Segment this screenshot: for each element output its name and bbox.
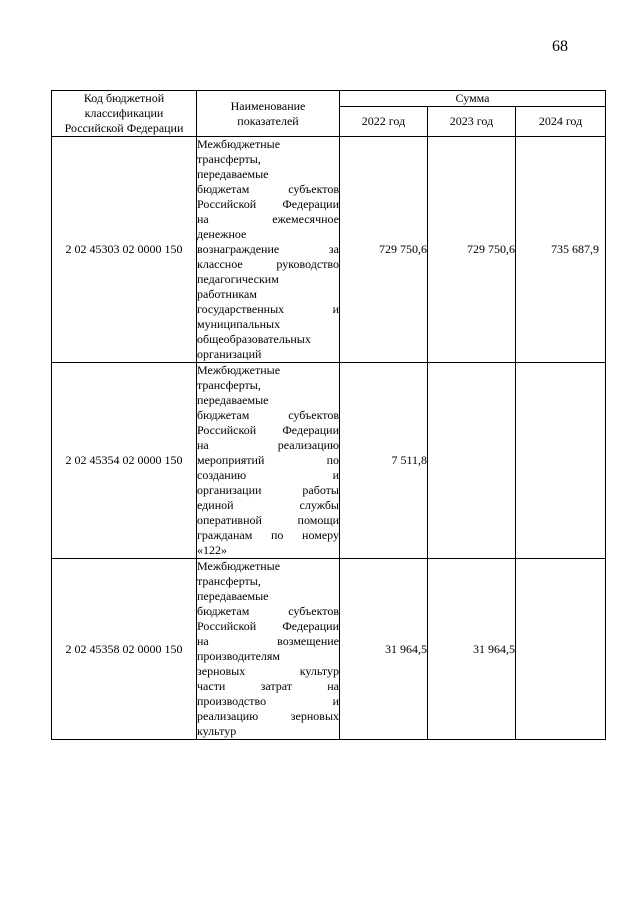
indicator-name-line: созданию и bbox=[197, 468, 339, 482]
indicator-name-cell bbox=[197, 137, 340, 363]
amount-2023-cell: 729 750,6 bbox=[428, 137, 516, 363]
indicator-name-line: передаваемые bbox=[197, 589, 269, 603]
indicator-name-line: бюджетам субъектов bbox=[197, 408, 339, 422]
header-code-line: Код бюджетной bbox=[83, 91, 165, 105]
amount-2022-cell: 31 964,5 bbox=[340, 559, 428, 740]
indicator-name-line: Межбюджетные bbox=[197, 559, 281, 573]
header-name bbox=[197, 91, 340, 137]
indicator-name-line: педагогическим bbox=[197, 272, 279, 286]
header-name-line: показателей bbox=[237, 113, 299, 128]
indicator-name-line: трансферты, bbox=[197, 152, 261, 166]
amount-2022-cell: 729 750,6 bbox=[340, 137, 428, 363]
page-number: 68 bbox=[552, 38, 568, 55]
indicator-name-line: «122» bbox=[197, 543, 227, 557]
indicator-name-line: Российской Федерации bbox=[197, 423, 339, 437]
indicator-name-line: денежное bbox=[197, 227, 247, 241]
indicator-name-line: реализацию зерновых bbox=[197, 709, 339, 723]
amount-2023-cell: 31 964,5 bbox=[428, 559, 516, 740]
indicator-name-line: гражданам по номеру bbox=[197, 528, 339, 542]
indicator-name-line: производство и bbox=[197, 694, 339, 708]
budget-code-cell: 2 02 45303 02 0000 150 bbox=[52, 137, 197, 363]
indicator-name-line: организаций bbox=[197, 347, 262, 361]
indicator-name-line: передаваемые bbox=[197, 167, 269, 181]
indicator-name-line: на реализацию bbox=[197, 438, 339, 452]
indicator-name-line: Межбюджетные bbox=[197, 363, 281, 377]
table-row bbox=[52, 559, 606, 740]
indicator-name-line: части затрат на bbox=[197, 679, 339, 693]
budget-code-cell: 2 02 45354 02 0000 150 bbox=[52, 363, 197, 559]
indicator-name-line: трансферты, bbox=[197, 574, 261, 588]
header-sum: Сумма bbox=[340, 91, 606, 107]
table-row bbox=[52, 363, 606, 559]
amount-2024-cell bbox=[516, 363, 606, 559]
indicator-name-line: передаваемые bbox=[197, 393, 269, 407]
header-year-2022: 2022 год bbox=[340, 107, 428, 137]
indicator-name-line: Межбюджетные bbox=[197, 137, 281, 151]
indicator-name-cell bbox=[197, 363, 340, 559]
amount-2024-cell bbox=[516, 559, 606, 740]
indicator-name-line: организации работы bbox=[197, 483, 339, 497]
header-year-2024: 2024 год bbox=[516, 107, 606, 137]
indicator-name-line: оперативной помощи bbox=[197, 513, 339, 527]
indicator-name-line: на ежемесячное bbox=[197, 212, 339, 226]
indicator-name-line: работникам bbox=[197, 287, 257, 301]
indicator-name-line: Российской Федерации bbox=[197, 619, 339, 633]
indicator-name-line: единой службы bbox=[197, 498, 339, 512]
header-code-line: Российской Федерации bbox=[64, 121, 184, 135]
table-row bbox=[52, 137, 606, 363]
header-year-2023: 2023 год bbox=[428, 107, 516, 137]
indicator-name-line: зерновых культур bbox=[197, 664, 339, 678]
budget-code-cell: 2 02 45358 02 0000 150 bbox=[52, 559, 197, 740]
indicator-name-line: бюджетам субъектов bbox=[197, 182, 339, 196]
amount-2022-cell: 7 511,8 bbox=[340, 363, 428, 559]
indicator-name-line: мероприятий по bbox=[197, 453, 339, 467]
budget-table bbox=[51, 90, 606, 740]
amount-2024-cell: 735 687,9 bbox=[516, 137, 606, 363]
indicator-name-line: трансферты, bbox=[197, 378, 261, 392]
indicator-name-line: государственных и bbox=[197, 302, 339, 316]
header-code bbox=[52, 91, 197, 137]
indicator-name-line: бюджетам субъектов bbox=[197, 604, 339, 618]
indicator-name-line: вознаграждение за bbox=[197, 242, 339, 256]
header-code-line: классификации bbox=[84, 106, 164, 120]
indicator-name-line: муниципальных bbox=[197, 317, 281, 331]
indicator-name-line: Российской Федерации bbox=[197, 197, 339, 211]
indicator-name-line: на возмещение bbox=[197, 634, 339, 648]
indicator-name-line: классное руководство bbox=[197, 257, 339, 271]
indicator-name-cell bbox=[197, 559, 340, 740]
indicator-name-line: культур bbox=[197, 724, 237, 738]
indicator-name-line: общеобразовательных bbox=[197, 332, 311, 346]
amount-2023-cell bbox=[428, 363, 516, 559]
indicator-name-line: производителям bbox=[197, 649, 281, 663]
header-name-line: Наименование bbox=[230, 98, 306, 113]
